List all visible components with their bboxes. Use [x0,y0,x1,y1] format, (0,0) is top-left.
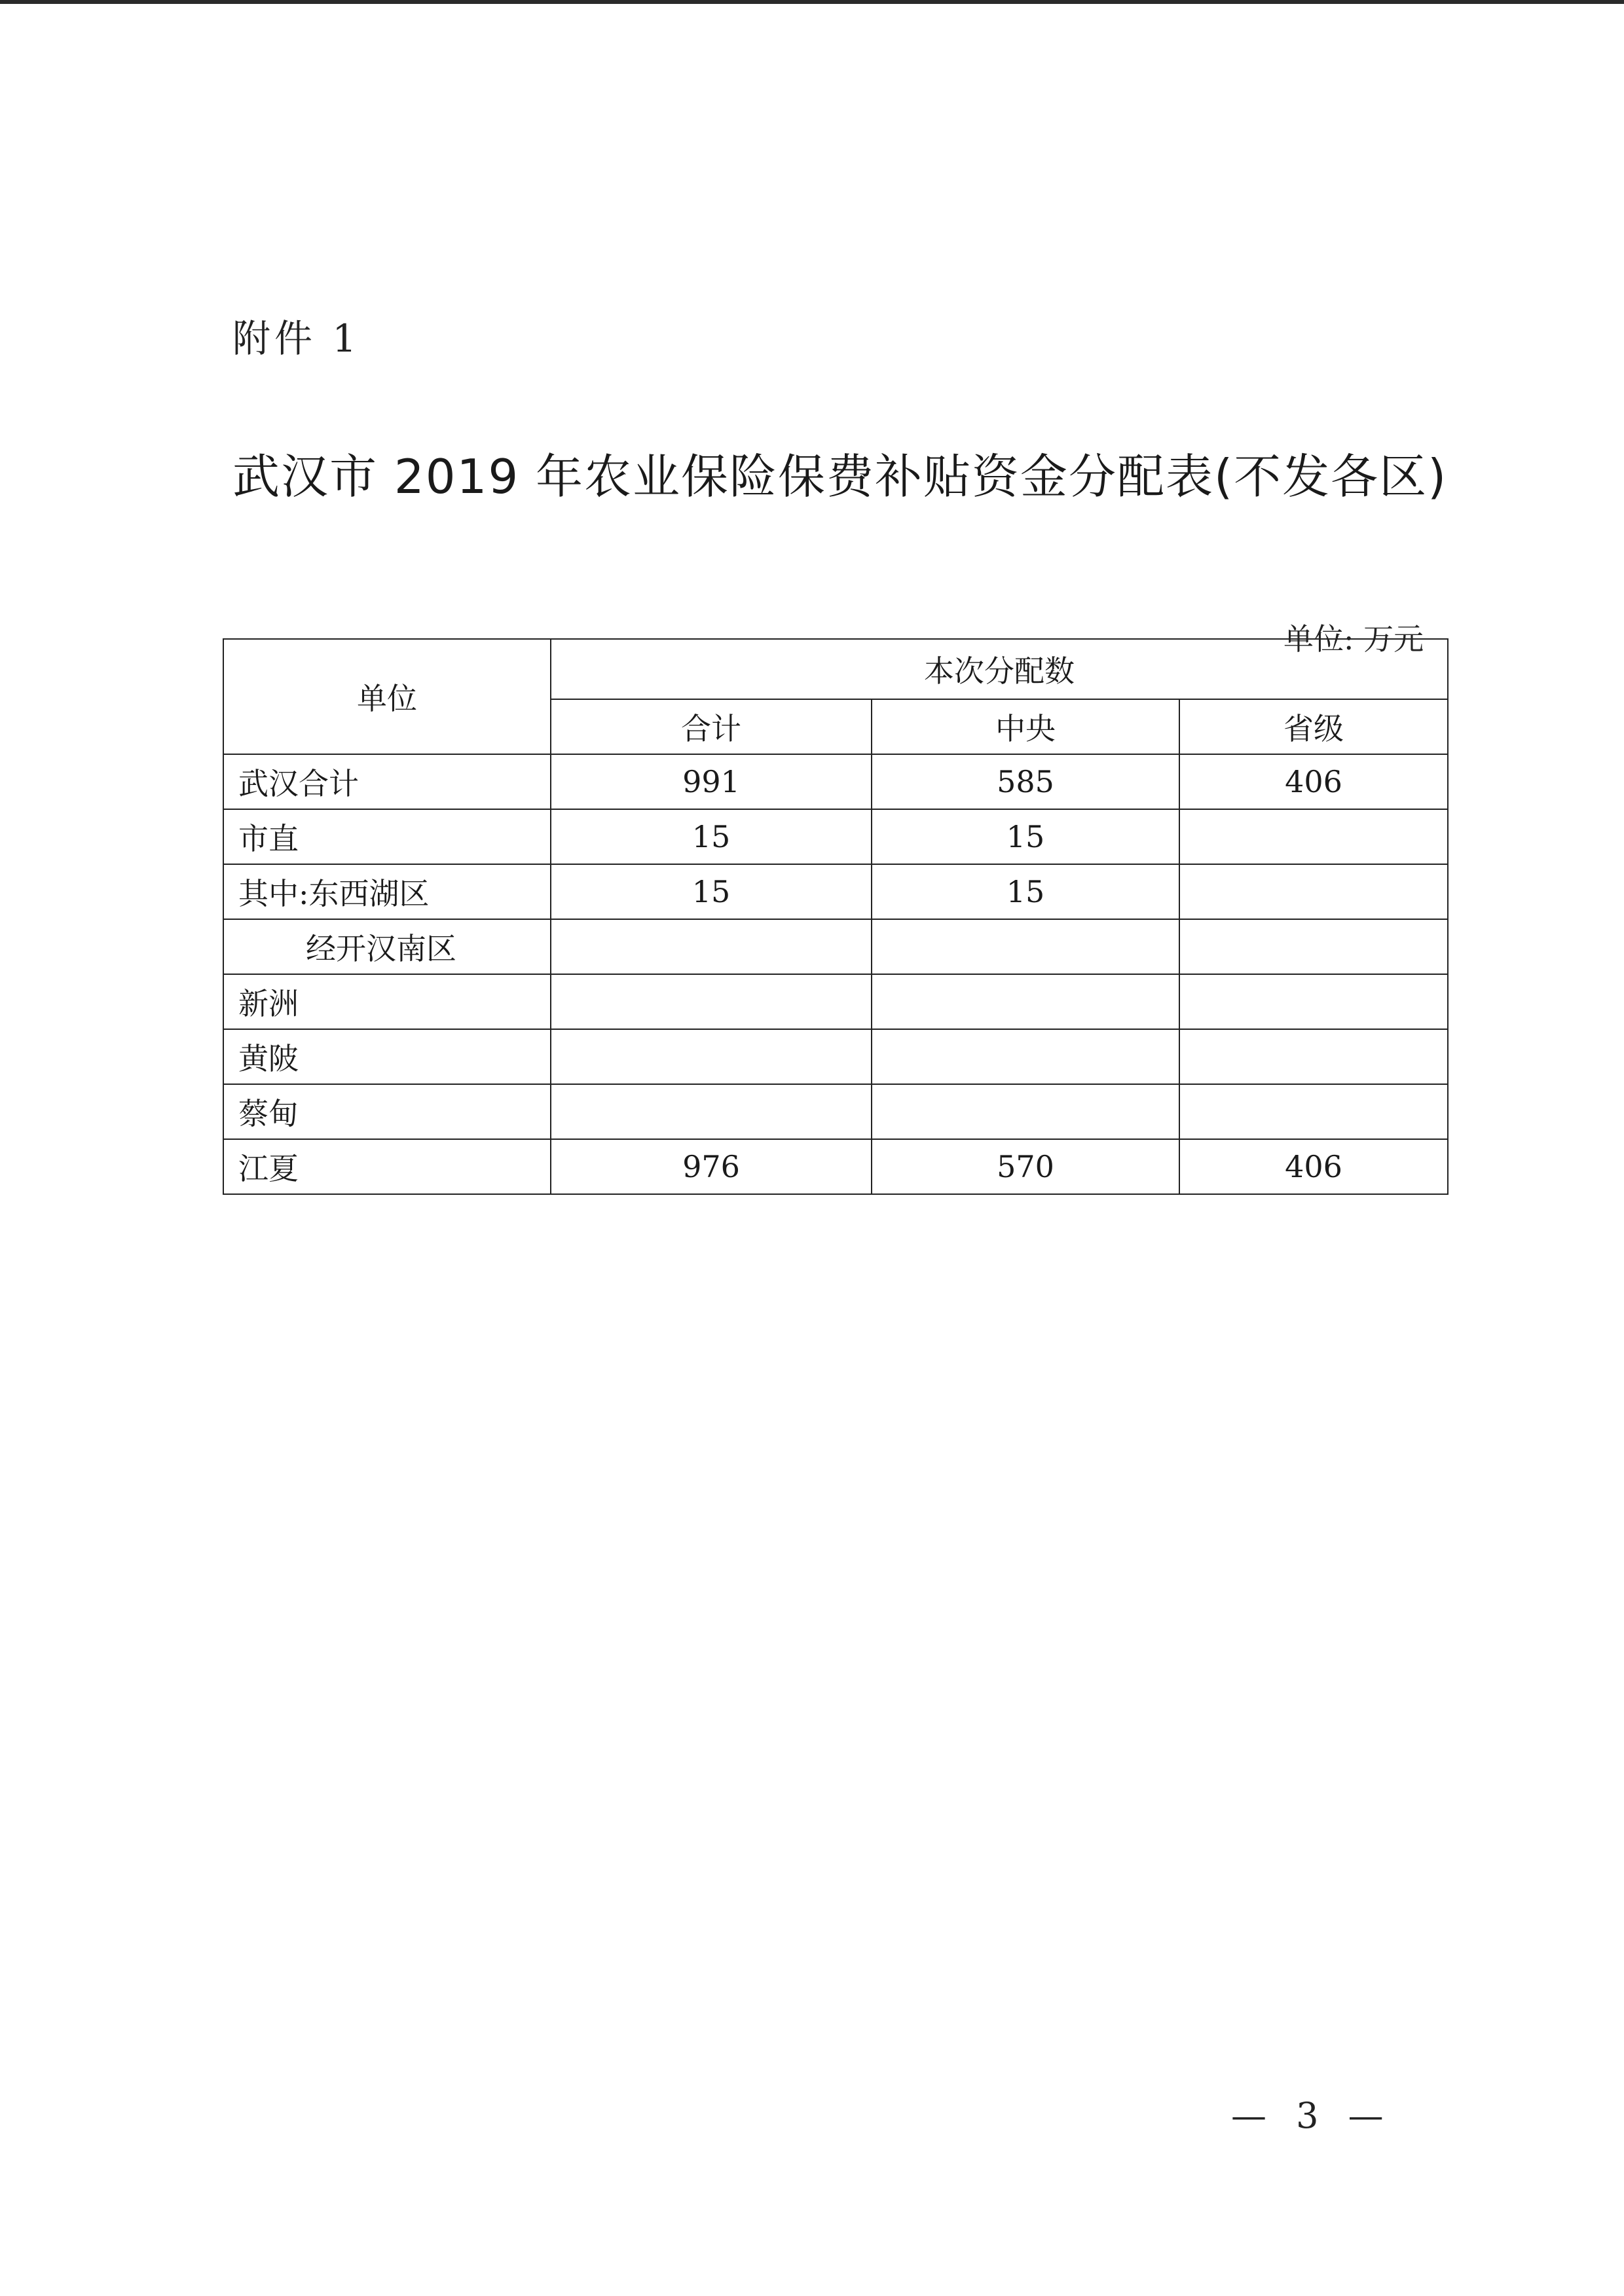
row-central [872,1084,1179,1139]
row-central [872,974,1179,1029]
row-total [551,1029,872,1084]
row-total: 15 [551,809,872,864]
row-provincial [1179,864,1448,919]
row-name: 经开汉南区 [223,919,551,974]
row-provincial: 406 [1179,754,1448,809]
row-name: 蔡甸 [223,1084,551,1139]
allocation-table [223,638,1449,1195]
table-row [223,1029,1448,1084]
row-total [551,974,872,1029]
table-row [223,809,1448,864]
page-top-edge [0,0,1624,4]
document-title: 武汉市 2019 年农业保险保费补贴资金分配表(不发各区) [232,449,1448,504]
table-row [223,919,1448,974]
row-provincial [1179,974,1448,1029]
row-total: 976 [551,1139,872,1194]
row-provincial [1179,809,1448,864]
row-central: 15 [872,864,1179,919]
row-central: 585 [872,754,1179,809]
row-name: 其中:东西湖区 [223,864,551,919]
row-provincial: 406 [1179,1139,1448,1194]
row-provincial [1179,919,1448,974]
attachment-label: 附件 1 [232,316,361,361]
table-row [223,1139,1448,1194]
header-allocation-group: 本次分配数 [551,639,1448,699]
row-central: 570 [872,1139,1179,1194]
row-name: 市直 [223,809,551,864]
row-name: 黄陂 [223,1029,551,1084]
table-row [223,1084,1448,1139]
row-central [872,1029,1179,1084]
row-central [872,919,1179,974]
row-provincial [1179,1084,1448,1139]
table-row [223,754,1448,809]
row-total: 15 [551,864,872,919]
row-central: 15 [872,809,1179,864]
table-row [223,864,1448,919]
header-total: 合计 [551,699,872,754]
table-row [223,974,1448,1029]
page-number: — 3 — [1231,2095,1393,2136]
row-total: 991 [551,754,872,809]
header-central: 中央 [872,699,1179,754]
header-unit: 单位 [223,639,551,754]
row-total [551,1084,872,1139]
row-name: 新洲 [223,974,551,1029]
row-name: 武汉合计 [223,754,551,809]
unit-note: 单位: 万元 [1283,621,1424,657]
header-provincial: 省级 [1179,699,1448,754]
row-name: 江夏 [223,1139,551,1194]
row-total [551,919,872,974]
row-provincial [1179,1029,1448,1084]
